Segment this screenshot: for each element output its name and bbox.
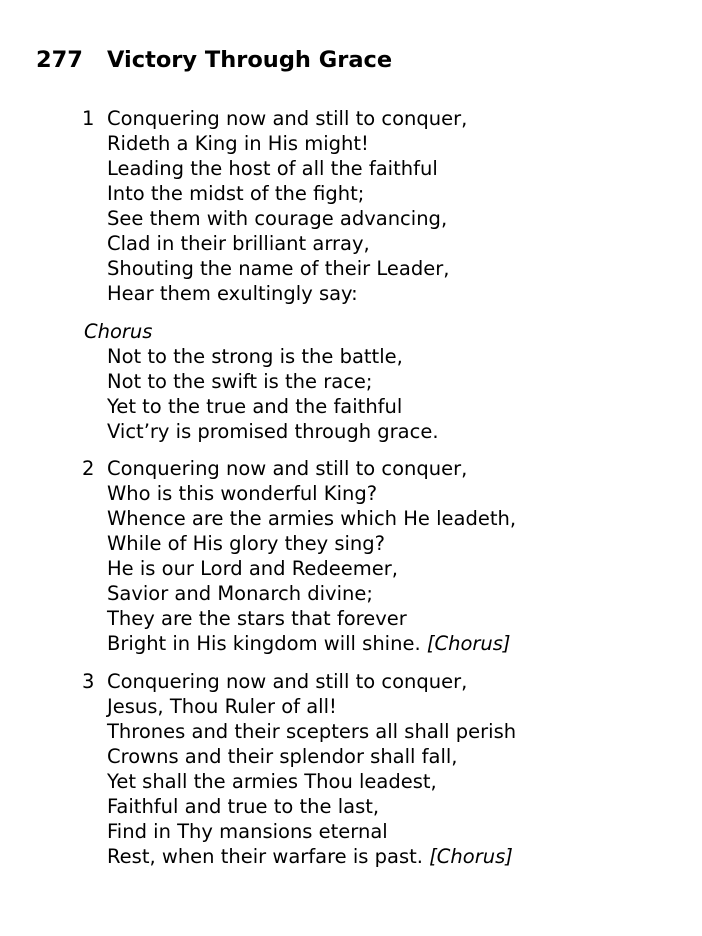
chorus-line: Yet to the true and the faithful xyxy=(107,394,403,418)
stanza-number: 3 xyxy=(82,669,95,693)
stanza-line: Conquering now and still to conquer, xyxy=(107,107,468,130)
stanza-line-text: Rest, when their warfare is past. xyxy=(107,844,423,868)
stanza-line: Rideth a King in His might! xyxy=(107,132,369,155)
stanza-line: Crowns and their splendor shall fall, xyxy=(107,744,458,768)
stanza-line: Faithful and true to the last, xyxy=(107,794,380,818)
stanza-line: Savior and Monarch divine; xyxy=(107,582,373,605)
chorus-lines xyxy=(107,344,516,444)
stanza-line: Hear them exultingly say: xyxy=(107,282,358,305)
hymn-title: Victory Through Grace xyxy=(107,47,393,73)
stanza-line: Jesus, Thou Ruler of all! xyxy=(107,694,337,718)
chorus-line: Not to the swift is the race; xyxy=(107,369,373,393)
stanza-line-with-chorus-ref xyxy=(107,631,516,656)
stanza-line: Leading the host of all the faithful xyxy=(107,157,438,180)
stanza-line-with-chorus-ref xyxy=(107,844,516,869)
stanza-1 xyxy=(0,106,516,306)
chorus-label: Chorus xyxy=(84,319,153,343)
stanza-number: 1 xyxy=(82,107,95,130)
stanza-lines xyxy=(107,456,516,656)
stanza-2 xyxy=(0,456,516,656)
chorus-reference: [Chorus] xyxy=(429,844,513,868)
stanza-line: He is our Lord and Redeemer, xyxy=(107,557,398,580)
hymn-header xyxy=(36,44,392,76)
stanza-line: Who is this wonderful King? xyxy=(107,482,378,505)
stanza-line: Conquering now and still to conquer, xyxy=(107,457,468,480)
hymn-number: 277 xyxy=(36,47,83,73)
chorus xyxy=(0,319,516,444)
stanza-line: Whence are the armies which He leadeth, xyxy=(107,507,517,530)
stanza-line: Thrones and their scepters all shall perish xyxy=(107,719,517,743)
stanza-line: Into the midst of the fight; xyxy=(107,182,365,205)
stanza-lines xyxy=(107,669,516,869)
stanza-number: 2 xyxy=(82,457,95,480)
chorus-line: Not to the strong is the battle, xyxy=(107,344,403,368)
chorus-line: Vict’ry is promised through grace. xyxy=(107,419,439,443)
hymn-body xyxy=(0,106,516,881)
stanza-line: Conquering now and still to conquer, xyxy=(107,669,468,693)
stanza-line: Clad in their brilliant array, xyxy=(107,232,370,255)
stanza-3 xyxy=(0,669,516,869)
chorus-reference: [Chorus] xyxy=(426,632,511,655)
stanza-line: While of His glory they sing? xyxy=(107,532,385,555)
stanza-line: Yet shall the armies Thou leadest, xyxy=(107,769,437,793)
stanza-line-text: Bright in His kingdom will shine. xyxy=(107,632,421,655)
stanza-line: They are the stars that forever xyxy=(107,607,407,630)
stanza-lines xyxy=(107,106,516,306)
stanza-line: Find in Thy mansions eternal xyxy=(107,819,388,843)
stanza-line: See them with courage advancing, xyxy=(107,207,448,230)
stanza-line: Shouting the name of their Leader, xyxy=(107,257,450,280)
